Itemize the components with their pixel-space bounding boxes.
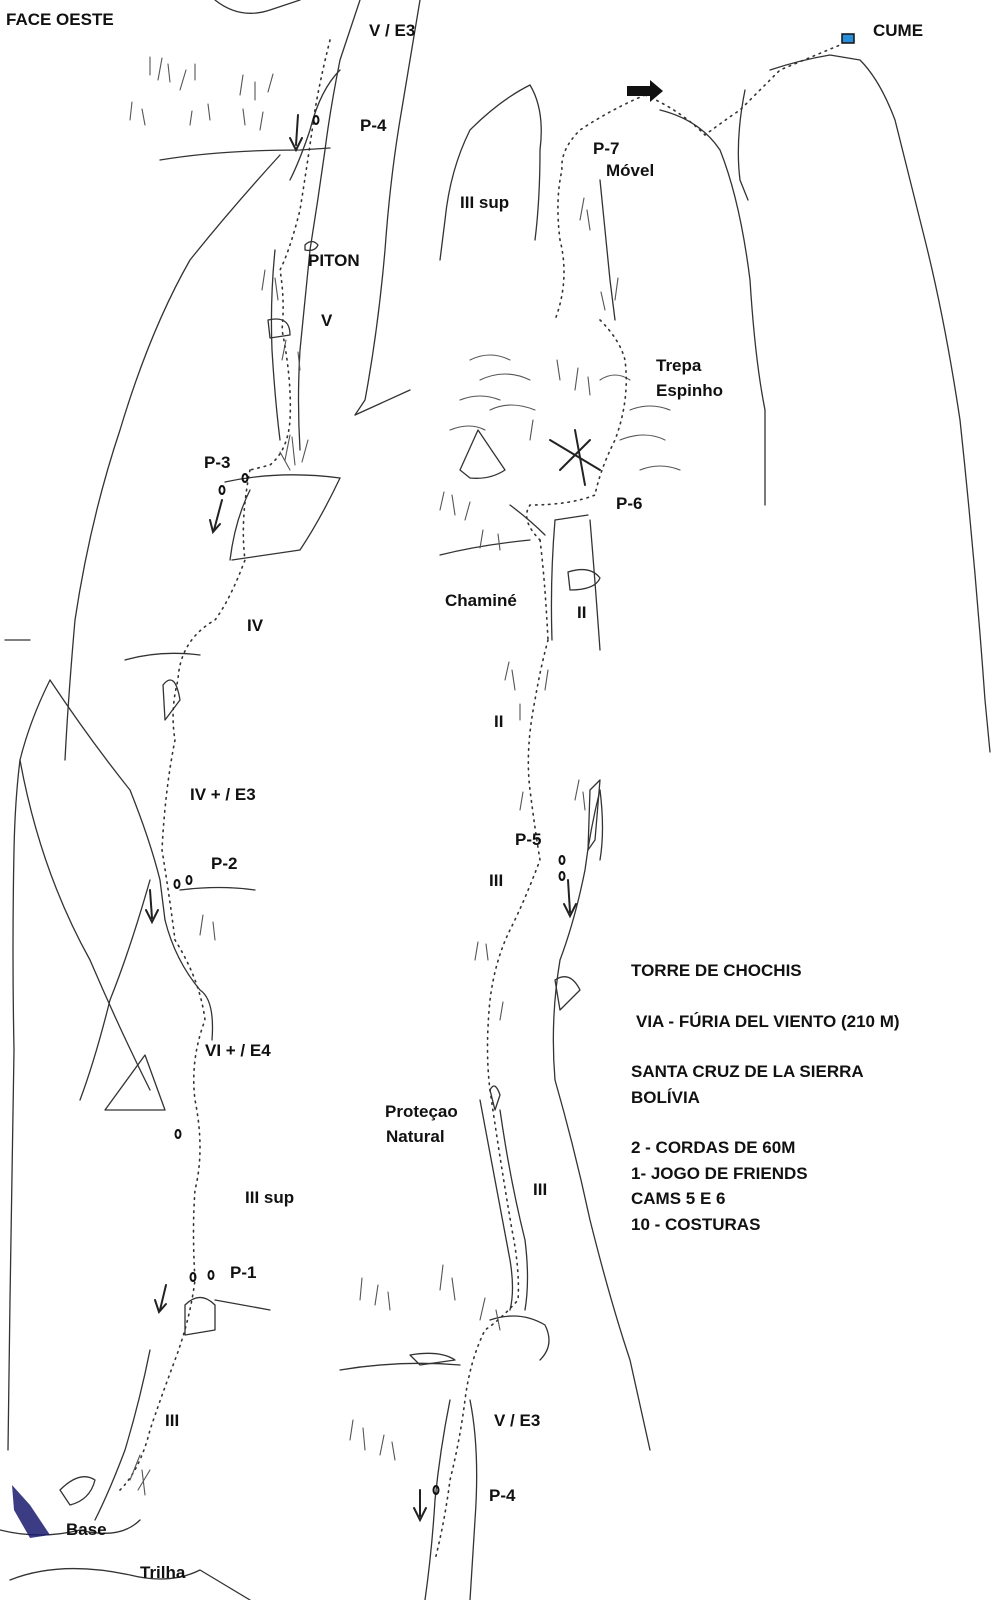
base-shading xyxy=(12,1485,50,1538)
grade-label: III xyxy=(533,1180,548,1199)
anchor-label-p4-bottom: P-4 xyxy=(489,1486,516,1505)
piton-label: PITON xyxy=(308,251,360,270)
left-panel-rock xyxy=(5,0,420,760)
info-gear-quickdraws: 10 - COSTURAS xyxy=(631,1214,761,1234)
lower-right-grass xyxy=(350,662,585,1460)
info-gear-friends: 1- JOGO DE FRIENDS xyxy=(631,1163,808,1183)
route-info-block xyxy=(631,958,900,1237)
info-location-line1: SANTA CRUZ DE LA SIERRA xyxy=(631,1062,864,1081)
section-label-trepa: Trepa xyxy=(656,356,702,375)
anchor-label-p3: P-3 xyxy=(204,453,231,472)
summit-marker xyxy=(842,34,854,43)
lower-left-anchors xyxy=(146,876,214,1312)
left-panel-route xyxy=(173,40,333,740)
right-panel-rock xyxy=(440,55,990,752)
anchor-label-p6: P-6 xyxy=(616,494,643,513)
anchor-label-p2: P-2 xyxy=(211,854,238,873)
grade-label: III sup xyxy=(245,1188,295,1207)
grade-label: II xyxy=(494,712,504,731)
lower-left-grass xyxy=(130,915,215,1495)
grade-label: IV + / E3 xyxy=(190,785,256,804)
base-label: Base xyxy=(66,1520,107,1539)
grade-label: VI + / E4 xyxy=(205,1041,271,1060)
left-panel-grass xyxy=(130,57,308,470)
info-gear-cams: CAMS 5 E 6 xyxy=(631,1189,726,1208)
lower-right-anchors xyxy=(414,780,600,1520)
anchor-label-p4-top: P-4 xyxy=(360,116,387,135)
info-title: TORRE DE CHOCHIS xyxy=(631,961,802,980)
info-route: VIA - FÚRIA DEL VIENTO (210 M) xyxy=(636,1011,900,1031)
grade-label: IV xyxy=(247,616,264,635)
chimney-label: Chaminé xyxy=(445,591,517,610)
arrow-icon xyxy=(627,80,663,102)
right-panel-route xyxy=(527,45,840,640)
grade-label: V / E3 xyxy=(494,1411,541,1430)
anchor-label-p5: P-5 xyxy=(515,830,542,849)
protection-label: Proteçao xyxy=(385,1102,458,1121)
info-location-line2: BOLÍVIA xyxy=(631,1087,700,1107)
grade-label: III sup xyxy=(460,193,510,212)
grade-label: V xyxy=(321,311,333,330)
right-panel-grass xyxy=(440,198,618,550)
anchor-label-p1: P-1 xyxy=(230,1263,257,1282)
summit-label: CUME xyxy=(873,21,924,40)
grade-label: III xyxy=(489,871,504,890)
grade-label: V / E3 xyxy=(369,21,416,40)
section-label-espinho: Espinho xyxy=(656,381,724,400)
face-title: FACE OESTE xyxy=(6,10,114,29)
anchor-label-p7: P-7 xyxy=(593,139,620,158)
trail-label: Trilha xyxy=(140,1563,186,1582)
grade-label: II xyxy=(577,603,587,622)
info-gear-ropes: 2 - CORDAS DE 60M xyxy=(631,1138,796,1157)
lower-left-route xyxy=(120,740,205,1490)
grade-label: III xyxy=(165,1411,180,1430)
lower-right-rock xyxy=(340,790,650,1600)
right-panel-scree xyxy=(450,355,680,470)
protection-label-natural: Natural xyxy=(386,1127,445,1146)
lower-left-rock xyxy=(0,680,270,1600)
movable-label: Móvel xyxy=(606,161,655,180)
